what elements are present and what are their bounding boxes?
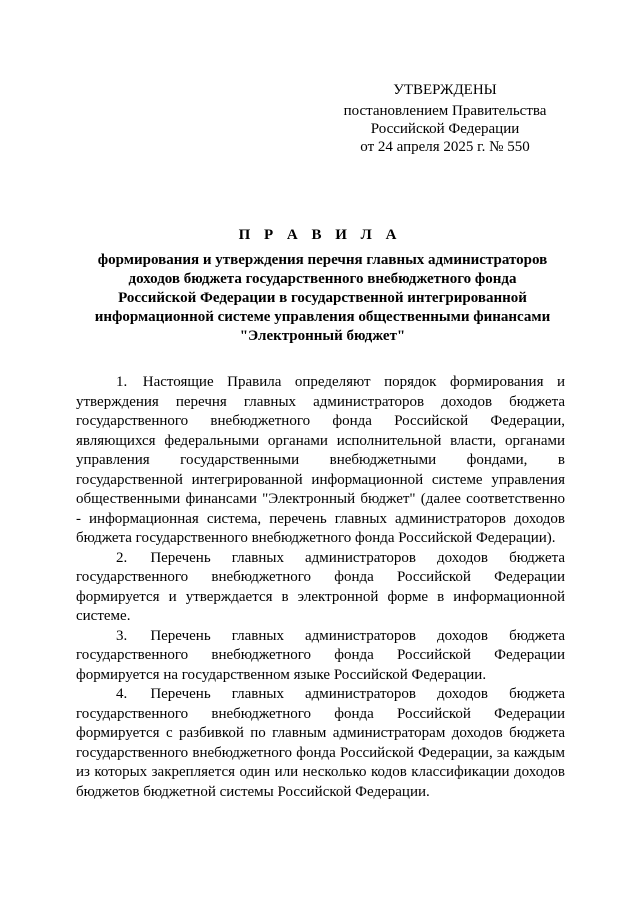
- paragraph-number: 2.: [116, 549, 128, 566]
- paragraph-number: 3.: [116, 627, 128, 644]
- paragraph-text: Перечень главных администраторов доходов бюджета государственного внебюджетного фонда Российской Федерации формируется на государственном языке Российской Федерации.: [76, 627, 565, 683]
- approval-line-government: Российской Федерации: [370, 121, 520, 137]
- paragraph-number: 1.: [116, 374, 128, 390]
- paragraph-text: Перечень главных администраторов доходов бюджета государственного внебюджетного фонда Российской Федерации формируется и утверждается в электронной форме в информационной системе.: [76, 549, 565, 624]
- approval-stamp: [335, 81, 555, 156]
- approval-line-date: от 24 апреля 2025 г. № 550: [360, 139, 530, 155]
- approval-line-resolution: постановлением Правительства: [343, 103, 547, 119]
- paragraph-2: [76, 549, 565, 627]
- paragraph-text: Настоящие Правила определяют порядок формирования и утверждения перечня главных администраторов доходов бюджета государственного внебюджетного фонда Российской Федерации, являющихся федеральными органами исполнительной власти, органами управления государственными внебюджетными фондами, в государственной интегрированной информационной системе управления общественными финансами "Электронный бюджет" (далее соответственно - информационная система, перечень главных администраторов доходов бюджета государственного внебюджетного фонда Российской Федерации).: [76, 374, 565, 546]
- subtitle-line: доходов бюджета государственного внебюджетного фонда: [128, 271, 517, 287]
- approval-title: УТВЕРЖДЕНЫ: [393, 82, 497, 98]
- subtitle-line: Российской Федерации в государственной интегрированной: [118, 290, 527, 306]
- paragraph-3: [76, 627, 565, 686]
- document-subtitle: [85, 251, 560, 346]
- paragraph-1: [76, 373, 565, 549]
- subtitle-line: формирования и утверждения перечня главных администраторов: [97, 252, 548, 268]
- document-body: [76, 373, 565, 802]
- subtitle-line: информационной системе управления общественными финансами: [94, 309, 551, 325]
- paragraph-number: 4.: [116, 686, 128, 702]
- paragraph-text: Перечень главных администраторов доходов бюджета государственного внебюджетного фонда Российской Федерации формируется с разбивкой по главным администраторам доходов бюджета государственного внебюджетного фонда Российской Федерации, за каждым из которых закрепляется один или несколько кодов классификации доходов бюджетов бюджетной системы Российской Федерации.: [76, 686, 565, 800]
- paragraph-4: [76, 685, 565, 802]
- subtitle-line: "Электронный бюджет": [239, 328, 406, 344]
- document-title: П Р А В И Л А: [238, 227, 402, 243]
